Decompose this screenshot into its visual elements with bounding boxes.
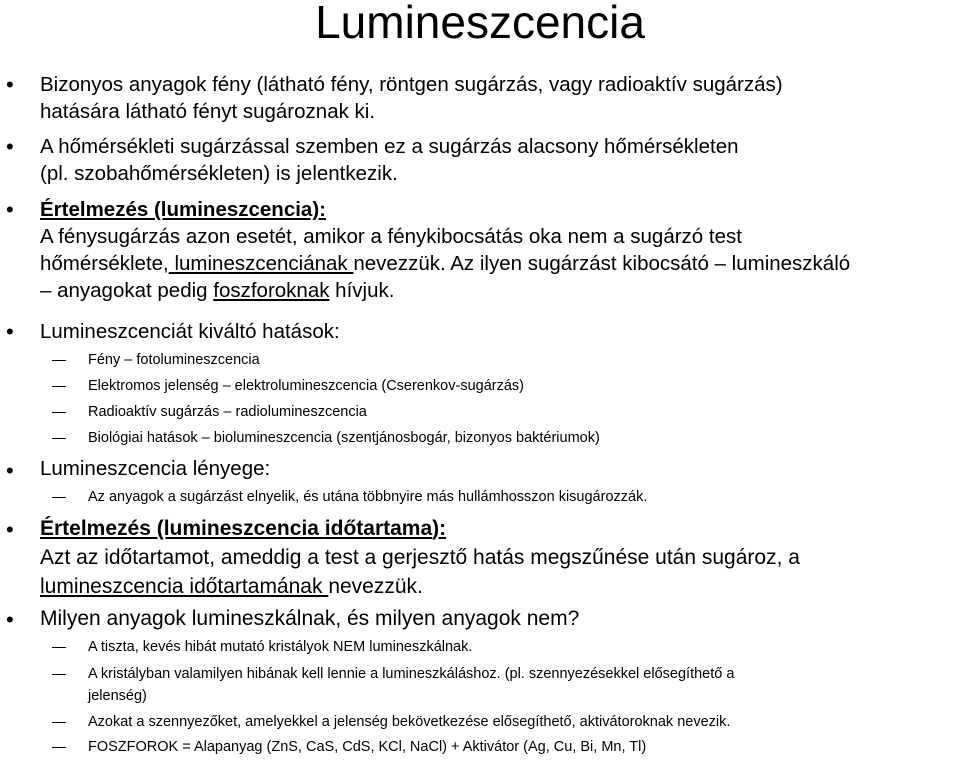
definition-heading: Értelmezés (lumineszcencia): (40, 198, 326, 221)
term-lumineszcencianak: lumineszcenciának (168, 252, 354, 275)
bullet: • (6, 517, 14, 542)
bullet: • (6, 607, 14, 632)
dash (52, 438, 66, 439)
duration-heading-b: időtartama (324, 517, 433, 540)
dash (52, 360, 66, 361)
p1-line1: Bizonyos anyagok fény (látható fény, röntgen sugárzás, vagy radioaktív sugárzás) (40, 73, 783, 96)
effect-item: Fény – fotolumineszcencia (88, 352, 260, 368)
materials-item: Azokat a szennyezőket, amelyekkel a jelenség bekövetkezése elősegíthető, aktivátoroknak nevezik. (88, 714, 731, 730)
duration-heading (40, 514, 446, 544)
p3-line3 (40, 277, 394, 304)
materials-item-continuation: jelenség) (88, 688, 147, 704)
p6-line1: Azt az időtartamot, ameddig a test a gerjesztő hatás megszűnése után sugároz, a (40, 546, 800, 569)
bullet: • (6, 134, 14, 159)
p2-line2: (pl. szobahőmérsékleten) is jelentkezik. (40, 162, 398, 185)
materials-question: Milyen anyagok lumineszkálnak, és milyen anyagok nem? (40, 607, 580, 630)
dash (52, 412, 66, 413)
page-title: Lumineszcencia (315, 0, 645, 48)
bullet: • (6, 197, 14, 222)
term-foszforoknak: foszforoknak (213, 279, 330, 302)
dash (52, 497, 66, 498)
materials-item: A kristályban valamilyen hibának kell lennie a lumineszkáláshoz. (pl. szennyezésekkel elősegíthető a (88, 666, 735, 682)
p3-line2 (40, 250, 850, 277)
materials-item: A tiszta, kevés hibát mutató kristályok NEM lumineszkálnak. (88, 639, 473, 655)
effect-item: Elektromos jelenség – elektrolumineszcencia (Cserenkov-sugárzás) (88, 378, 524, 394)
bullet: • (6, 319, 14, 344)
duration-heading-c: ): (432, 517, 447, 540)
p3-line3-a: – anyagokat pedig (40, 279, 214, 302)
dash (52, 722, 66, 723)
essence-heading: Lumineszcencia lényege: (40, 457, 271, 480)
bullet: • (6, 458, 14, 483)
dash (52, 647, 66, 648)
dash (52, 674, 66, 675)
p3-line3-c: hívjuk. (329, 279, 395, 302)
p6-line2-b: nevezzük. (328, 575, 423, 598)
essence-item: Az anyagok a sugárzást elnyelik, és utána többnyire más hullámhosszon kisugározzák. (88, 489, 648, 505)
p1-line2: hatására látható fényt sugároznak ki. (40, 100, 376, 123)
bullet: • (6, 72, 14, 97)
effects-heading: Lumineszcenciát kiváltó hatások: (40, 320, 340, 343)
dash (52, 386, 66, 387)
effect-item: Biológiai hatások – biolumineszcencia (szentjánosbogár, bizonyos baktériumok) (88, 430, 600, 446)
effect-item: Radioaktív sugárzás – radiolumineszcencia (88, 404, 367, 420)
p3-line2-a: hőmérséklete, (40, 252, 169, 275)
materials-item: FOSZFOROK = Alapanyag (ZnS, CaS, CdS, KCl, NaCl) + Aktivátor (Ag, Cu, Bi, Mn, Tl) (88, 739, 647, 755)
p2-line1: A hőmérsékleti sugárzással szemben ez a sugárzás alacsony hőmérsékleten (40, 135, 739, 158)
p3-line2-c: nevezzük. Az ilyen sugárzást kibocsátó – lumineszkáló (353, 252, 851, 275)
duration-heading-a: Értelmezés (lumineszcencia (40, 517, 325, 540)
term-lumineszcencia-idotartamanak: lumineszcencia időtartamának (40, 575, 329, 598)
dash (52, 747, 66, 748)
p6-line2 (40, 572, 423, 602)
p3-line1: A fénysugárzás azon esetét, amikor a fénykibocsátás oka nem a sugárzó test (40, 225, 742, 248)
